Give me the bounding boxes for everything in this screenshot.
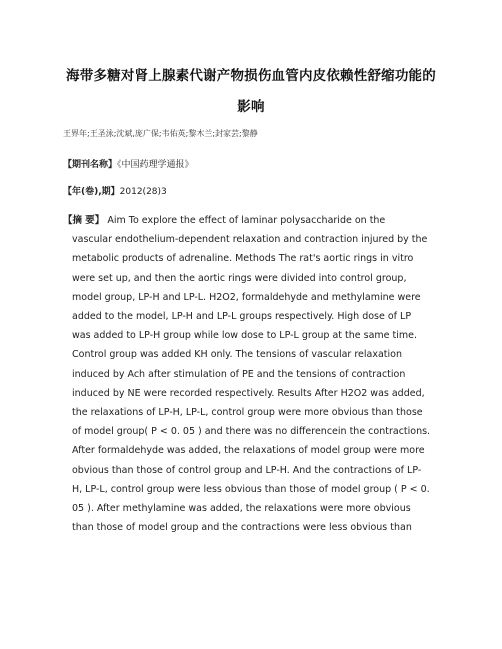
abstract-line: metabolic products of adrenaline. Methods The rat's aortic rings in vitro: [72, 253, 414, 265]
abstract-line: [63, 211, 443, 230]
abstract-line: were set up, and then the aortic rings were divided into control group,: [72, 272, 407, 284]
abstract-first-line: Aim To explore the effect of laminar polysaccharide on the: [107, 215, 386, 226]
abstract-line: of model group( P < 0. 05 ) and there was no differencein the contractions.: [72, 426, 431, 438]
abstract-line: After formaldehyde was added, the relaxations of model group were more: [72, 445, 425, 457]
abstract-line: was added to LP-H group while low dose to LP-L group at the same time.: [72, 330, 418, 342]
abstract-line: model group, LP-H and LP-L. H2O2, formaldehyde and methylamine were: [72, 291, 421, 303]
journal-name: [63, 157, 194, 170]
journal-value: 《中国药理学通报》: [117, 160, 194, 170]
abstract-line: induced by Ach after stimulation of PE and the tensions of contraction: [72, 368, 406, 380]
abstract-label: 【摘 要】: [63, 215, 105, 226]
article-title-line-1: 海带多糖对肾上腺素代谢产物损伤血管内皮依赖性舒缩功能的: [66, 68, 436, 84]
abstract-line: 05 ). After methylamine was added, the relaxations were more obvious: [72, 503, 411, 515]
journal-label: 【期刊名称】: [63, 160, 118, 170]
authors: 王界年;王圣泳;沈斌,庞广保;韦佑英;黎木兰;封家芸;黎静: [63, 129, 258, 138]
abstract-line: vascular endothelium-dependent relaxation and contraction injured by the: [72, 234, 428, 246]
abstract-line: obvious than those of control group and LP-H. And the contractions of LP-: [72, 464, 422, 476]
abstract-line: the relaxations of LP-H, LP-L, control group were more obvious than those: [72, 407, 423, 419]
abstract-line: H, LP-L, control group were less obvious than those of model group ( P < 0.: [72, 483, 430, 495]
article-title-line-2: 影响: [237, 99, 265, 115]
abstract: [63, 211, 443, 537]
abstract-line: Control group was added KH only. The tensions of vascular relaxation: [72, 349, 402, 361]
issue-label: 【年(卷),期】: [63, 187, 120, 197]
issue-info: [63, 184, 167, 197]
abstract-line: than those of model group and the contractions were less obvious than: [72, 522, 412, 534]
issue-value: 2012(28)3: [119, 187, 167, 197]
abstract-line: induced by NE were recorded respectively. Results After H2O2 was added,: [72, 387, 425, 399]
abstract-line: added to the model, LP-H and LP-L groups respectively. High dose of LP: [72, 311, 412, 323]
